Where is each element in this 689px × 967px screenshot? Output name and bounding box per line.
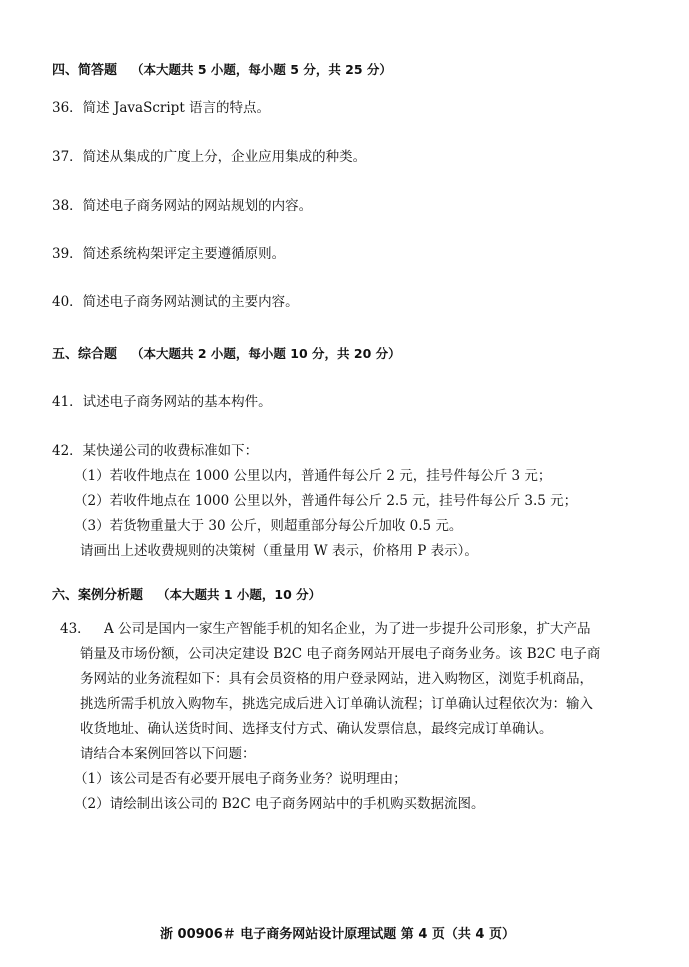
question-41: 41．试述电子商务网站的基本构件。 (52, 394, 272, 410)
section-4-note: （本大题共 5 小题，每小题 5 分，共 25 分） (131, 62, 392, 77)
section-5-heading (52, 346, 401, 363)
question-42-item-1: （1）若收件地点在 1000 公里以内，普通件每公斤 2 元，挂号件每公斤 3 元； (74, 468, 552, 484)
question-42-instruction: 请画出上述收费规则的决策树（重量用 W 表示，价格用 P 表示）。 (80, 543, 478, 559)
question-43-sub-2: （2）请绘制出该公司的 B2C 电子商务网站中的手机购买数据流图。 (74, 796, 485, 812)
question-43-prompt: 请结合本案例回答以下问题： (80, 746, 256, 762)
question-43-line-4: 挑选所需手机放入购物车，挑选完成后进入订单确认流程；订单确认过程依次为：输入 (80, 696, 593, 712)
section-4-title: 四、简答题 (52, 63, 118, 78)
question-42-item-3: （3）若货物重量大于 30 公斤，则超重部分每公斤加收 0.5 元。 (74, 518, 463, 534)
question-42: 42．某快递公司的收费标准如下： (52, 443, 259, 459)
section-4-heading (52, 62, 392, 79)
page-footer: 浙 00906＃ 电子商务网站设计原理试题 第 4 页（共 4 页） (160, 927, 515, 942)
question-43-line-2: 销量及市场份额，公司决定建设 B2C 电子商务网站开展电子商务业务。该 B2C 电子商 (80, 646, 601, 662)
question-38: 38．简述电子商务网站的网站规划的内容。 (52, 198, 313, 214)
section-5-note: （本大题共 2 小题，每小题 10 分，共 20 分） (131, 346, 401, 361)
question-37: 37．简述从集成的广度上分，企业应用集成的种类。 (52, 149, 367, 165)
question-39: 39．简述系统构架评定主要遵循原则。 (52, 246, 286, 262)
question-36: 36．简述 JavaScript 语言的特点。 (52, 100, 271, 116)
section-6-title: 六、案例分析题 (52, 588, 144, 603)
question-40: 40．简述电子商务网站测试的主要内容。 (52, 294, 299, 310)
section-6-note: （本大题共 1 小题，10 分） (157, 587, 322, 602)
question-43-line-5: 收货地址、确认送货时间、选择支付方式、确认发票信息，最终完成订单确认。 (80, 721, 553, 737)
question-43-line-1: A 公司是国内一家生产智能手机的知名企业，为了进一步提升公司形象，扩大产品 (104, 621, 591, 637)
section-5-title: 五、综合题 (52, 347, 118, 362)
question-43-sub-1: （1）该公司是否有必要开展电子商务业务？说明理由； (74, 771, 407, 787)
question-43-number: 43． (60, 621, 91, 637)
question-42-item-2: （2）若收件地点在 1000 公里以外，普通件每公斤 2.5 元，挂号件每公斤 3.5 元； (74, 493, 578, 509)
question-43-line-3: 务网站的业务流程如下：具有会员资格的用户登录网站，进入购物区，浏览手机商品， (80, 671, 593, 687)
section-6-heading (52, 587, 321, 604)
